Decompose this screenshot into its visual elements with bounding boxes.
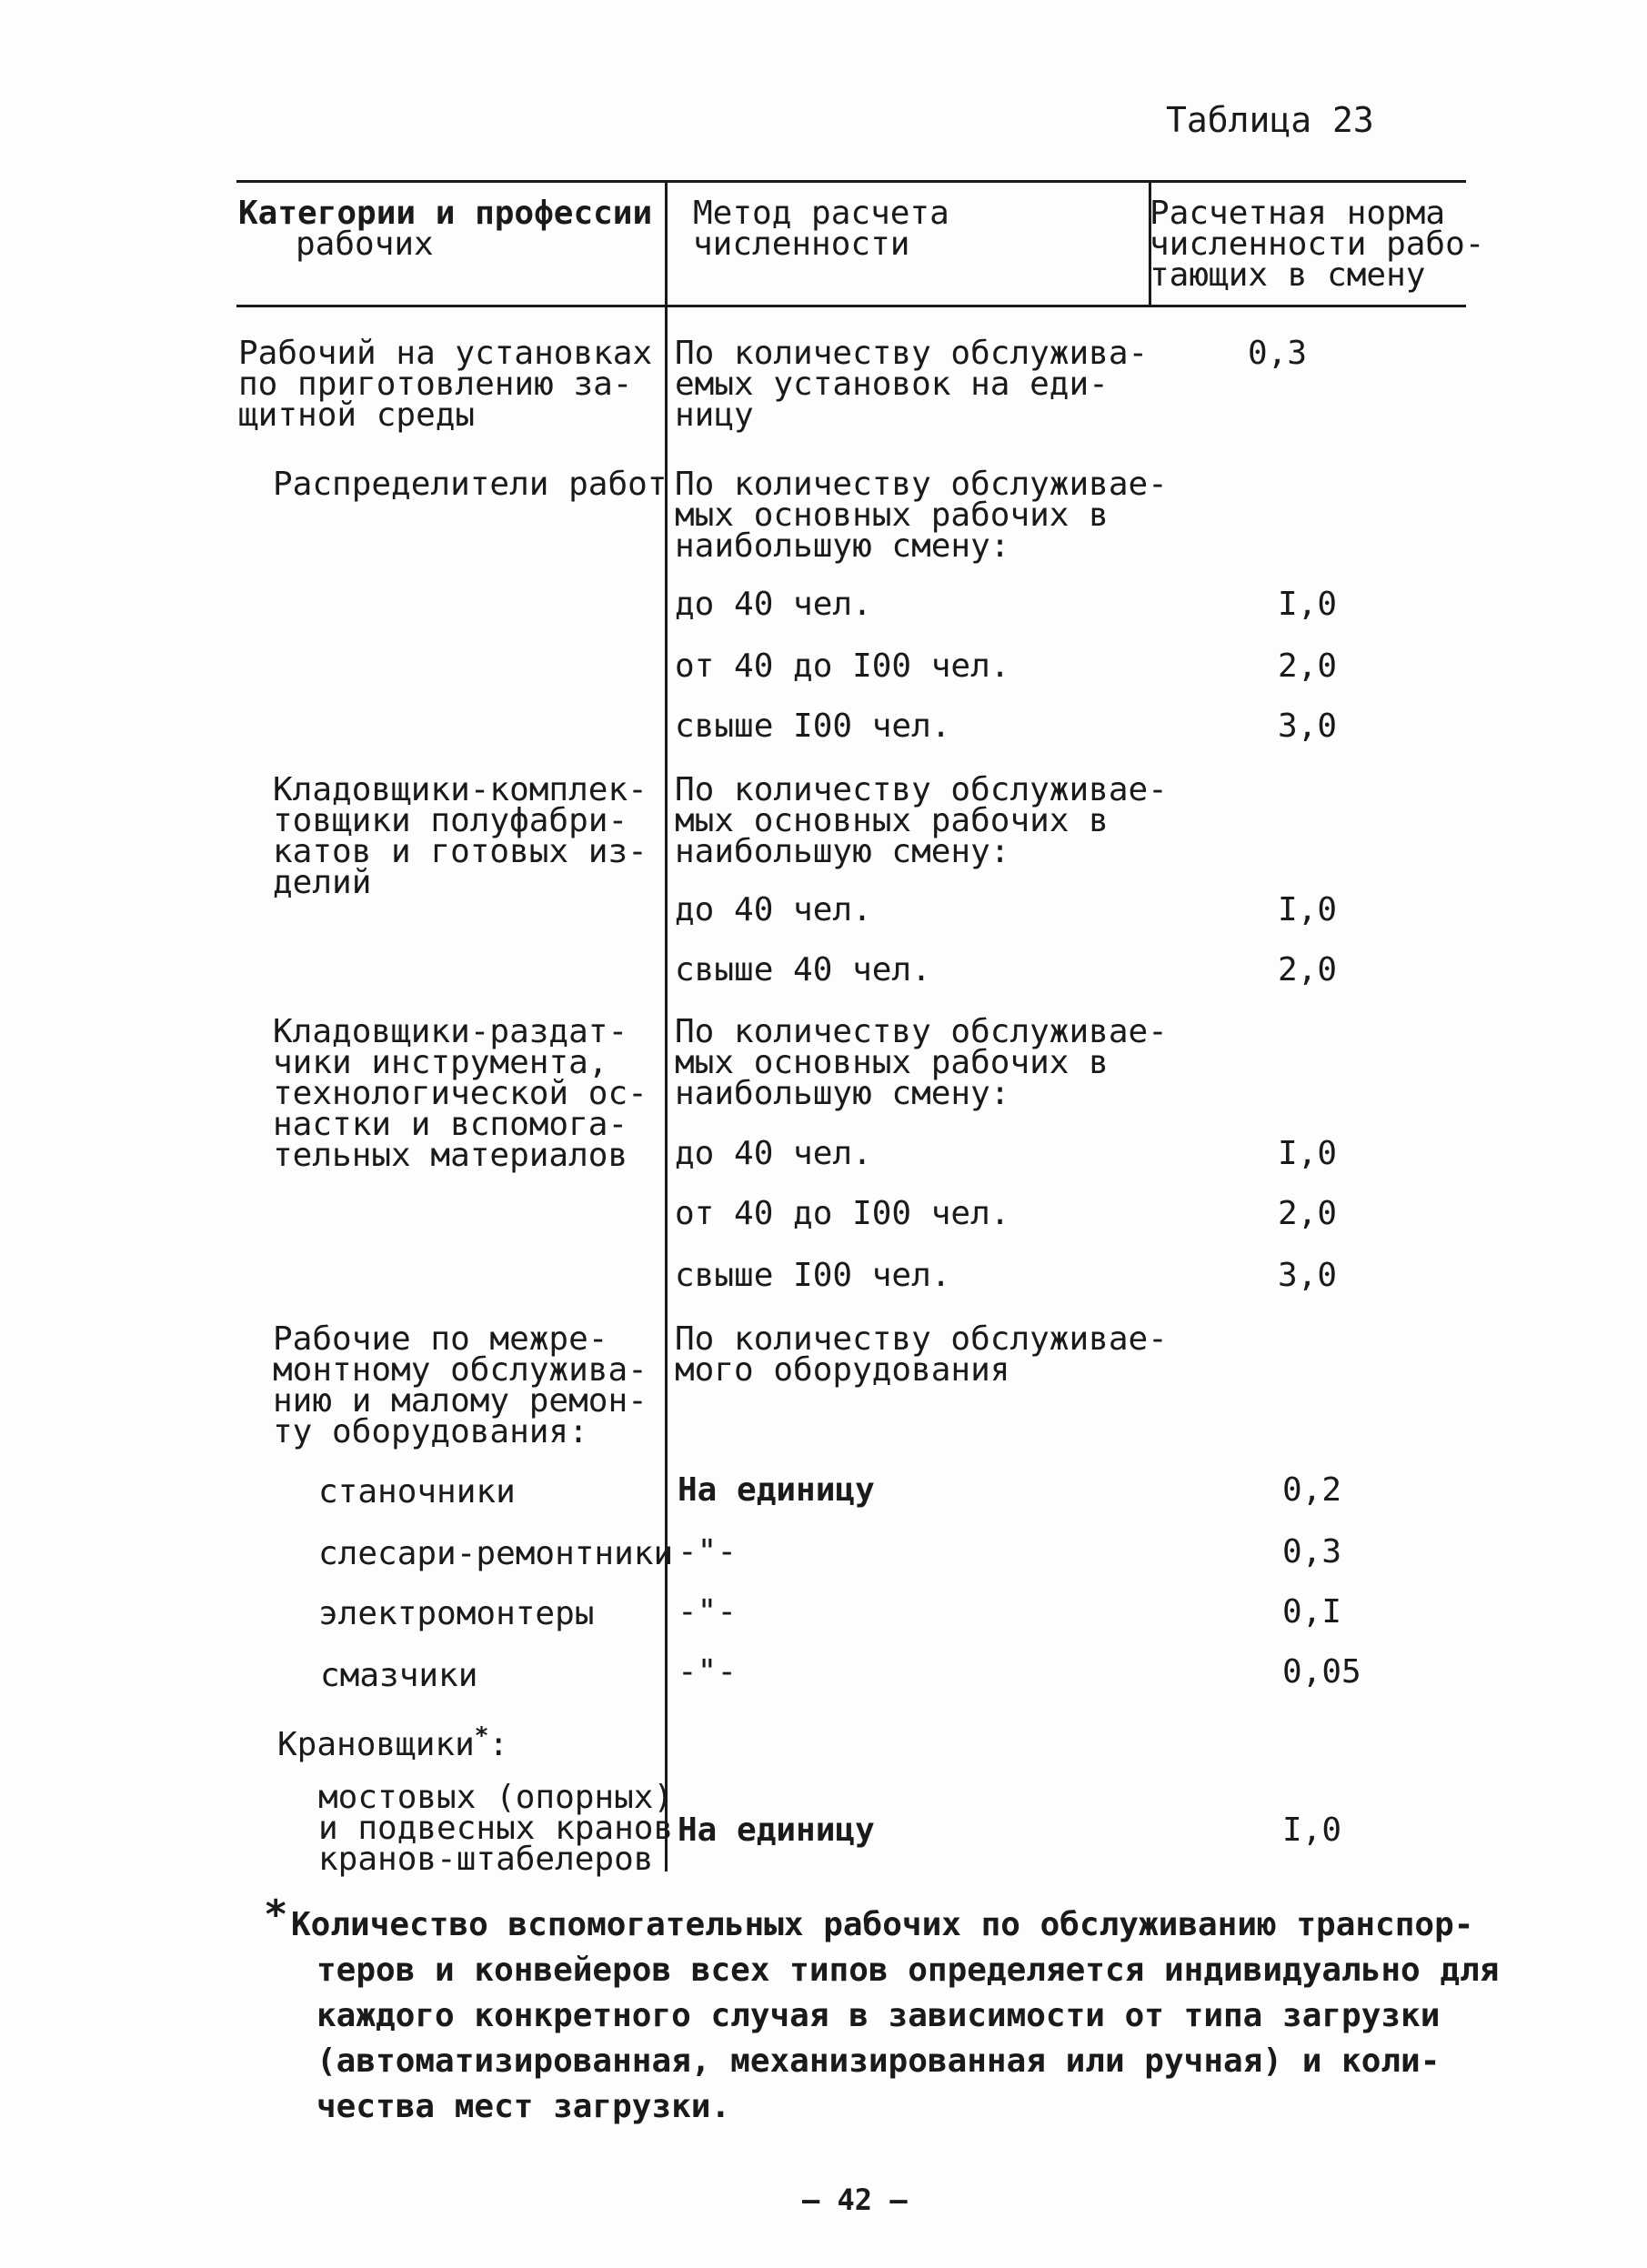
norm-cell: I,0 — [1282, 1811, 1342, 1849]
category-cell: мостовых (опорных) — [318, 1779, 674, 1816]
page-number: — 42 — — [802, 2183, 908, 2217]
method-cell: -"- — [678, 1653, 738, 1691]
norm-cell: 2,0 — [1278, 951, 1338, 988]
method-cell: По количеству обслужива- — [675, 335, 1149, 372]
norm-cell: 0,05 — [1282, 1653, 1361, 1691]
category-cell: катов и готовых из- — [273, 833, 648, 870]
method-cell: мого оборудования — [675, 1351, 1010, 1389]
category-cell: по приготовлению за- — [238, 366, 633, 403]
norm-cell: 2,0 — [1278, 1195, 1338, 1232]
category-cell: чики инструмента, — [273, 1044, 608, 1081]
category-cell: щитной среды — [238, 396, 476, 434]
category-cell: Рабочие по межре- — [273, 1320, 608, 1358]
method-cell: -"- — [678, 1533, 738, 1571]
header-norm-line: численности рабо- — [1150, 226, 1485, 263]
norm-cell: I,0 — [1278, 586, 1338, 623]
norm-cell: I,0 — [1278, 891, 1338, 928]
footnote-marker: * — [474, 1722, 489, 1750]
method-cell: По количеству обслуживае- — [675, 466, 1168, 503]
category-label: Крановщики — [277, 1726, 475, 1763]
category-cell: Распределители работ — [273, 466, 668, 503]
method-cell: емых установок на еди- — [675, 366, 1109, 403]
category-cell: Кладовщики-раздат- — [273, 1013, 628, 1050]
method-cell: По количеству обслуживае- — [675, 1013, 1168, 1050]
table-caption: Таблица 23 — [1166, 100, 1374, 140]
footnote-line: Количество вспомогательных рабочих по обслуживанию транспор- — [291, 1906, 1474, 1943]
category-cell: электромонтеры — [318, 1595, 595, 1632]
method-cell: свыше I00 чел. — [675, 1257, 951, 1294]
category-cell: слесари-ремонтники — [318, 1535, 674, 1572]
footnote-line: каждого конкретного случая в зависимости от типа загрузки — [316, 1997, 1441, 2034]
norm-cell: 0,I — [1282, 1593, 1342, 1631]
header-norm-line: тающих в смену — [1150, 256, 1426, 294]
method-cell: наибольшую смену: — [675, 833, 1010, 870]
footnote-marker: * — [264, 1892, 288, 1938]
header-method-line: численности — [693, 226, 910, 263]
method-cell: до 40 чел. — [675, 586, 872, 623]
norm-cell: 0,3 — [1282, 1533, 1342, 1571]
category-cell: монтному обслужива- — [273, 1351, 648, 1389]
header-category-line: Категории и профессии — [238, 195, 653, 232]
method-cell: мых основных рабочих в — [675, 497, 1109, 534]
method-cell: свыше I00 чел. — [675, 707, 951, 745]
method-cell: до 40 чел. — [675, 891, 872, 928]
method-cell: На единицу — [678, 1471, 875, 1509]
category-cell: настки и вспомога- — [273, 1106, 628, 1143]
method-cell: По количеству обслуживае- — [675, 1320, 1168, 1358]
method-cell: По количеству обслуживае- — [675, 771, 1168, 808]
category-cell: станочники — [318, 1473, 516, 1510]
column-divider-1 — [665, 180, 668, 1872]
header-method-line: Метод расчета — [693, 195, 949, 232]
method-cell: мых основных рабочих в — [675, 1044, 1109, 1081]
norm-cell: 3,0 — [1278, 707, 1338, 745]
category-cell: и подвесных кранов — [318, 1810, 674, 1847]
category-cell: технологической ос- — [273, 1075, 648, 1112]
norm-cell: I,0 — [1278, 1135, 1338, 1172]
category-cell: товщики полуфабри- — [273, 802, 628, 839]
category-cell: нию и малому ремон- — [273, 1382, 648, 1420]
footnote-line: чества мест загрузки. — [316, 2088, 731, 2125]
method-cell: свыше 40 чел. — [675, 951, 931, 988]
table-top-rule — [236, 180, 1466, 183]
category-cell: делий — [273, 864, 372, 901]
norm-cell: 0,3 — [1248, 335, 1308, 372]
category-cell: Кладовщики-комплек- — [273, 771, 648, 808]
method-cell: наибольшую смену: — [675, 527, 1010, 565]
method-cell: от 40 до I00 чел. — [675, 1195, 1010, 1232]
category-cell — [277, 1721, 508, 1761]
header-category-line: рабочих — [296, 226, 434, 263]
method-cell: мых основных рабочих в — [675, 802, 1109, 839]
category-cell: тельных материалов — [273, 1137, 628, 1174]
category-cell: ту оборудования: — [273, 1413, 588, 1450]
footnote-line: (автоматизированная, механизированная или ручная) и коли- — [316, 2042, 1441, 2080]
method-cell: до 40 чел. — [675, 1135, 872, 1172]
method-cell: ницу — [675, 396, 754, 434]
method-cell: -"- — [678, 1593, 738, 1631]
norm-cell: 3,0 — [1278, 1257, 1338, 1294]
norm-cell: 0,2 — [1282, 1471, 1342, 1509]
category-cell: смазчики — [320, 1657, 478, 1694]
header-bottom-rule — [236, 305, 1466, 307]
header-norm-line: Расчетная норма — [1150, 195, 1446, 232]
method-cell: наибольшую смену: — [675, 1075, 1010, 1112]
category-cell: кранов-штабелеров — [318, 1841, 654, 1878]
method-cell: от 40 до I00 чел. — [675, 647, 1010, 685]
category-colon: : — [488, 1726, 509, 1763]
norm-cell: 2,0 — [1278, 647, 1338, 685]
footnote-line: теров и конвейеров всех типов определяется индивидуально для — [316, 1952, 1500, 1989]
category-cell: Рабочий на установках — [238, 335, 653, 372]
method-cell: На единицу — [678, 1811, 875, 1849]
